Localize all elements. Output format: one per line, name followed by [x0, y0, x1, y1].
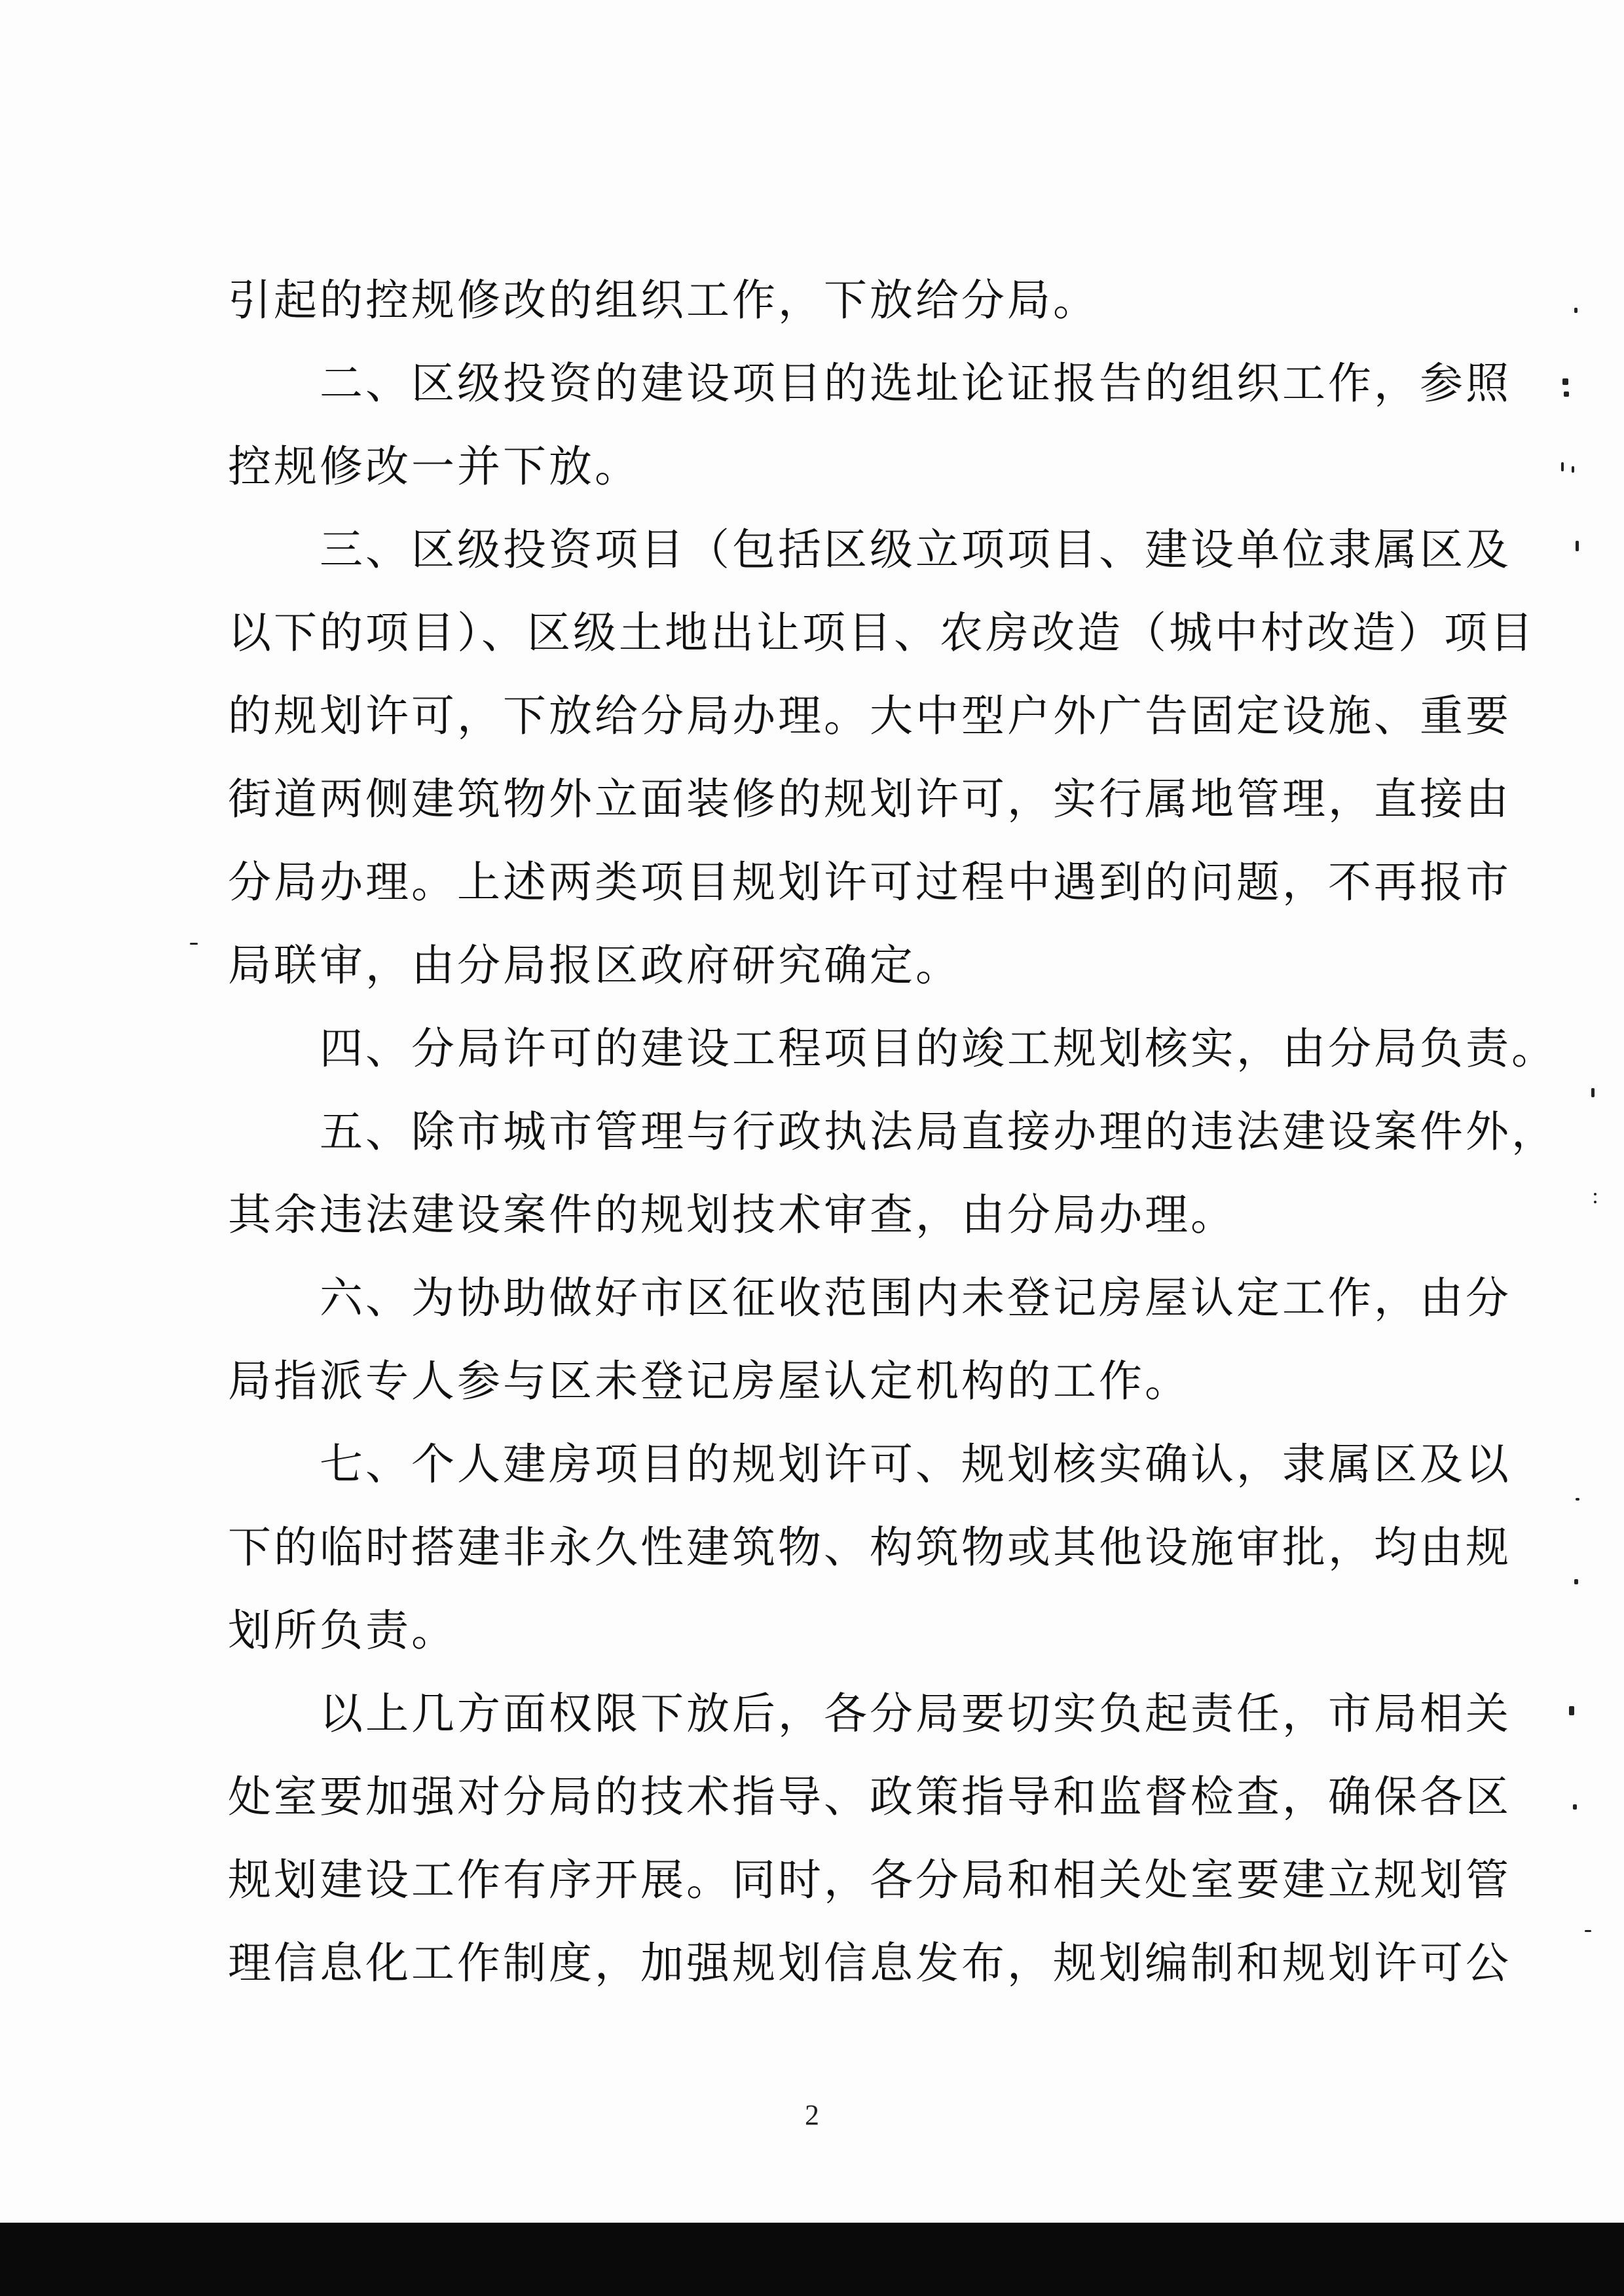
scan-speck — [1569, 1706, 1574, 1715]
scan-speck — [1574, 308, 1578, 313]
text-line: 四、分局许可的建设工程项目的竣工规划核实，由分局负责。 — [228, 1023, 1557, 1074]
text-line: 局联审，由分局报区政府研究确定。 — [228, 940, 961, 991]
scan-bottom-edge — [0, 2223, 1624, 2296]
text-line: 三、区级投资项目（包括区级立项项目、建设单位隶属区及 — [228, 524, 1511, 575]
text-line: 局指派专人参与区未登记房屋认定机构的工作。 — [228, 1356, 1190, 1406]
text-line: 分局办理。上述两类项目规划许可过程中遇到的问题，不再报市 — [228, 857, 1511, 907]
scan-speck — [1561, 462, 1564, 471]
text-line: 其余违法建设案件的规划技术审查，由分局办理。 — [228, 1190, 1236, 1240]
text-line: 以下的项目）、区级土地出让项目、农房改造（城中村改造）项目 — [228, 608, 1536, 658]
text-line: 二、区级投资的建设项目的选址论证报告的组织工作，参照 — [228, 358, 1511, 409]
scan-speck — [1585, 1930, 1591, 1932]
page-number: 2 — [805, 2099, 819, 2131]
scan-speck — [1562, 378, 1568, 385]
text-line: 的规划许可，下放给分局办理。大中型户外广告固定设施、重要 — [228, 691, 1511, 741]
text-line: 五、除市城市管理与行政执法局直接办理的违法建设案件外， — [228, 1106, 1557, 1157]
scan-speck — [1591, 1088, 1595, 1097]
text-line: 理信息化工作制度，加强规划信息发布，规划编制和规划许可公 — [228, 1938, 1511, 1988]
text-line: 六、为协助做好市区征收范围内未登记房屋认定工作，由分 — [228, 1273, 1511, 1323]
scan-speck — [1594, 1201, 1596, 1203]
scan-speck — [1574, 1579, 1578, 1584]
scan-speck — [1572, 466, 1574, 473]
scan-speck — [190, 943, 198, 945]
text-line: 引起的控规修改的组织工作，下放给分局。 — [228, 275, 1099, 325]
text-line: 划所负责。 — [228, 1605, 457, 1656]
text-line: 街道两侧建筑物外立面装修的规划许可，实行属地管理，直接由 — [228, 774, 1511, 824]
scan-speck — [1573, 1804, 1577, 1810]
text-line: 下的临时搭建非永久性建筑物、构筑物或其他设施审批，均由规 — [228, 1522, 1511, 1573]
text-line: 处室要加强对分局的技术指导、政策指导和监督检查，确保各区 — [228, 1772, 1511, 1822]
text-line: 七、个人建房项目的规划许可、规划核实确认，隶属区及以 — [228, 1439, 1511, 1489]
text-line: 控规修改一并下放。 — [228, 441, 640, 492]
scan-speck — [1564, 392, 1569, 397]
scan-speck — [1594, 1193, 1596, 1195]
text-line: 以上几方面权限下放后，各分局要切实负起责任，市局相关 — [228, 1688, 1511, 1739]
text-line: 规划建设工作有序开展。同时，各分局和相关处室要建立规划管 — [228, 1855, 1511, 1905]
body-text — [228, 259, 1557, 2005]
scan-speck — [1576, 1498, 1579, 1501]
scan-speck — [1576, 541, 1579, 551]
